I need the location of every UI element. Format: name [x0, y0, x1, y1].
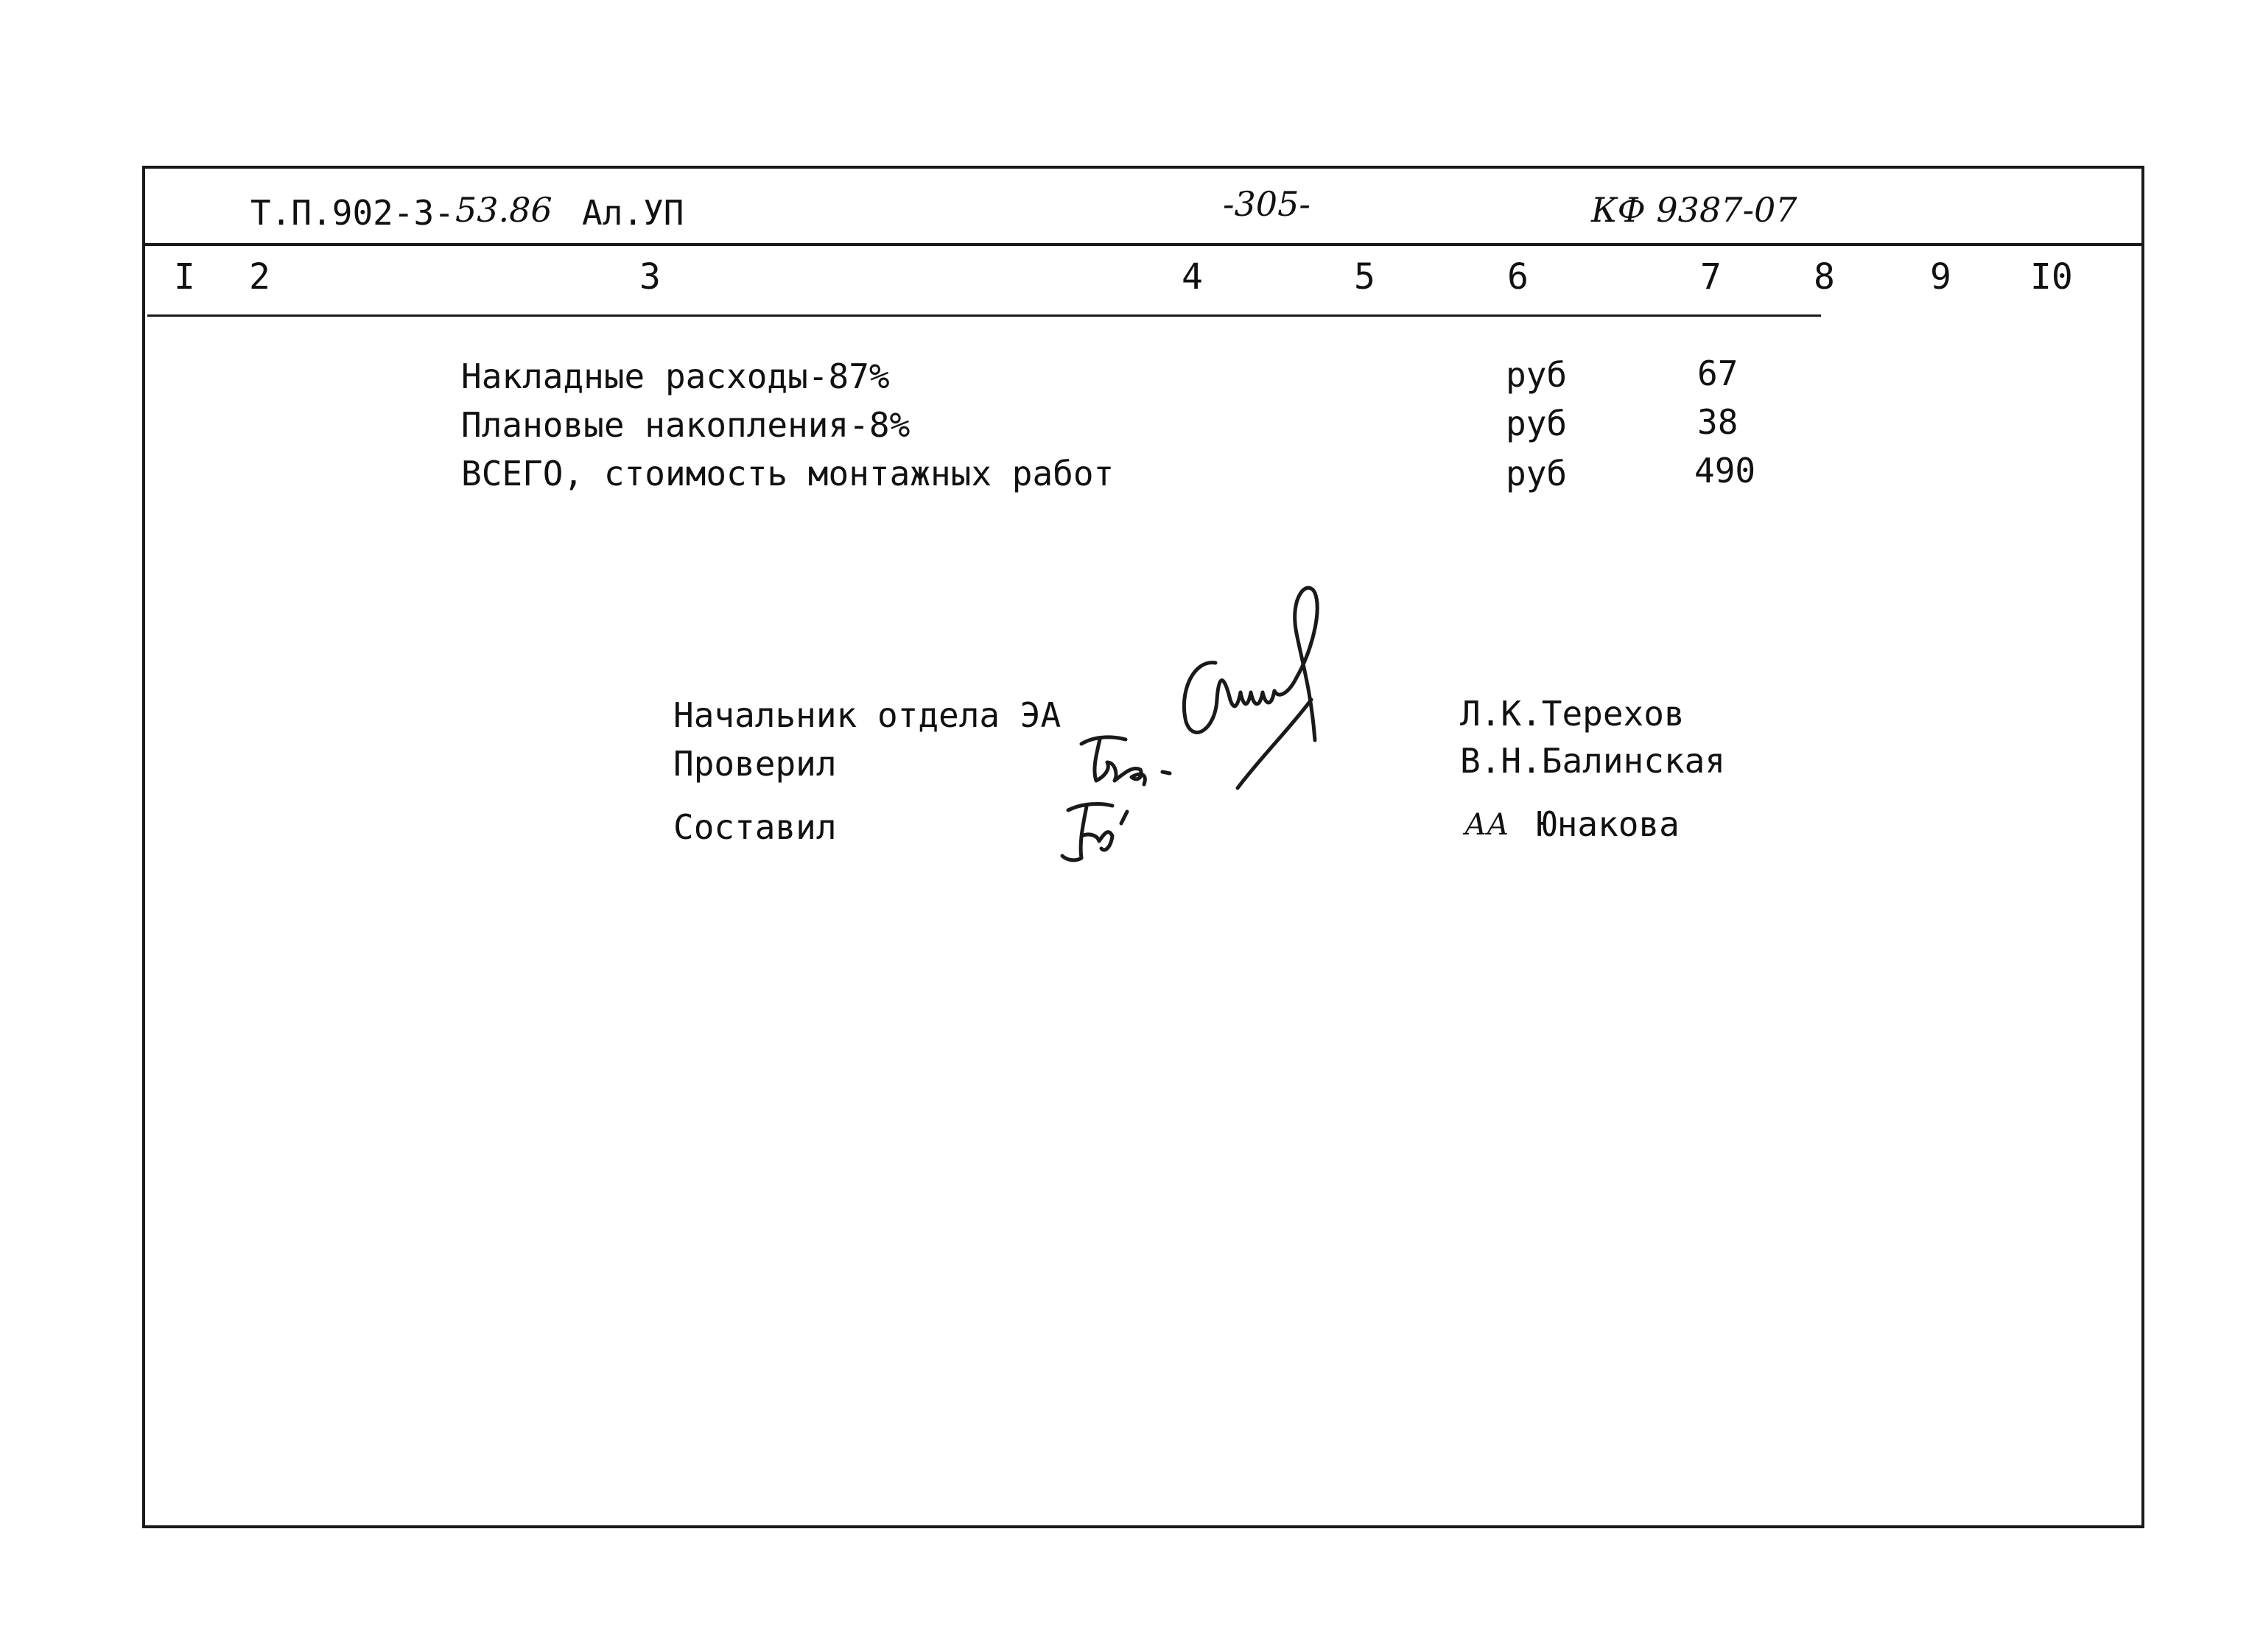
column-number: I [174, 256, 195, 298]
row-unit: руб [1506, 454, 1568, 493]
signature-head-of-department [1164, 582, 1355, 795]
row-value: 67 [1697, 354, 1739, 393]
signature-role: Начальник отдела ЭА [673, 695, 1062, 735]
column-number: 3 [639, 256, 661, 298]
column-number: 8 [1814, 256, 1835, 298]
signature-compiled-by [1053, 795, 1157, 869]
column-number: 4 [1182, 256, 1203, 298]
row-unit: руб [1506, 355, 1568, 395]
header-divider [142, 243, 2144, 246]
doc-code-typed: Т.П.902-3- [250, 193, 455, 233]
signature-checked-by [1074, 729, 1185, 788]
row-unit: руб [1506, 404, 1568, 443]
row-name: Плановые накопления-8% [461, 405, 911, 445]
signature-role: Проверил [673, 744, 837, 784]
column-number: 5 [1354, 256, 1375, 298]
page-number: -305- [1223, 184, 1311, 224]
signature-person: Л.К.Терехов [1460, 694, 1685, 734]
signature-initials: АА [1464, 808, 1509, 842]
signature-role: Составил [673, 807, 837, 847]
row-value: 38 [1697, 402, 1739, 442]
row-name: ВСЕГО, стоимость монтажных работ [461, 454, 1115, 493]
row-name: Накладные расходы-87% [461, 356, 890, 396]
column-number: 9 [1930, 256, 1951, 298]
column-number: 7 [1700, 256, 1722, 298]
doc-code-handwritten: 53.86 [455, 190, 552, 230]
stamp-code: КФ 9387-07 [1591, 190, 1797, 230]
signature-person: В.Н.Балинская [1460, 741, 1726, 781]
column-header-underline [147, 314, 1821, 317]
signature-person: Юнакова [1537, 804, 1680, 844]
album-label: Ал.УП [582, 193, 684, 233]
column-number: I0 [2030, 256, 2073, 298]
row-value: 490 [1694, 451, 1756, 491]
column-number: 6 [1507, 256, 1529, 298]
column-number: 2 [249, 256, 270, 298]
